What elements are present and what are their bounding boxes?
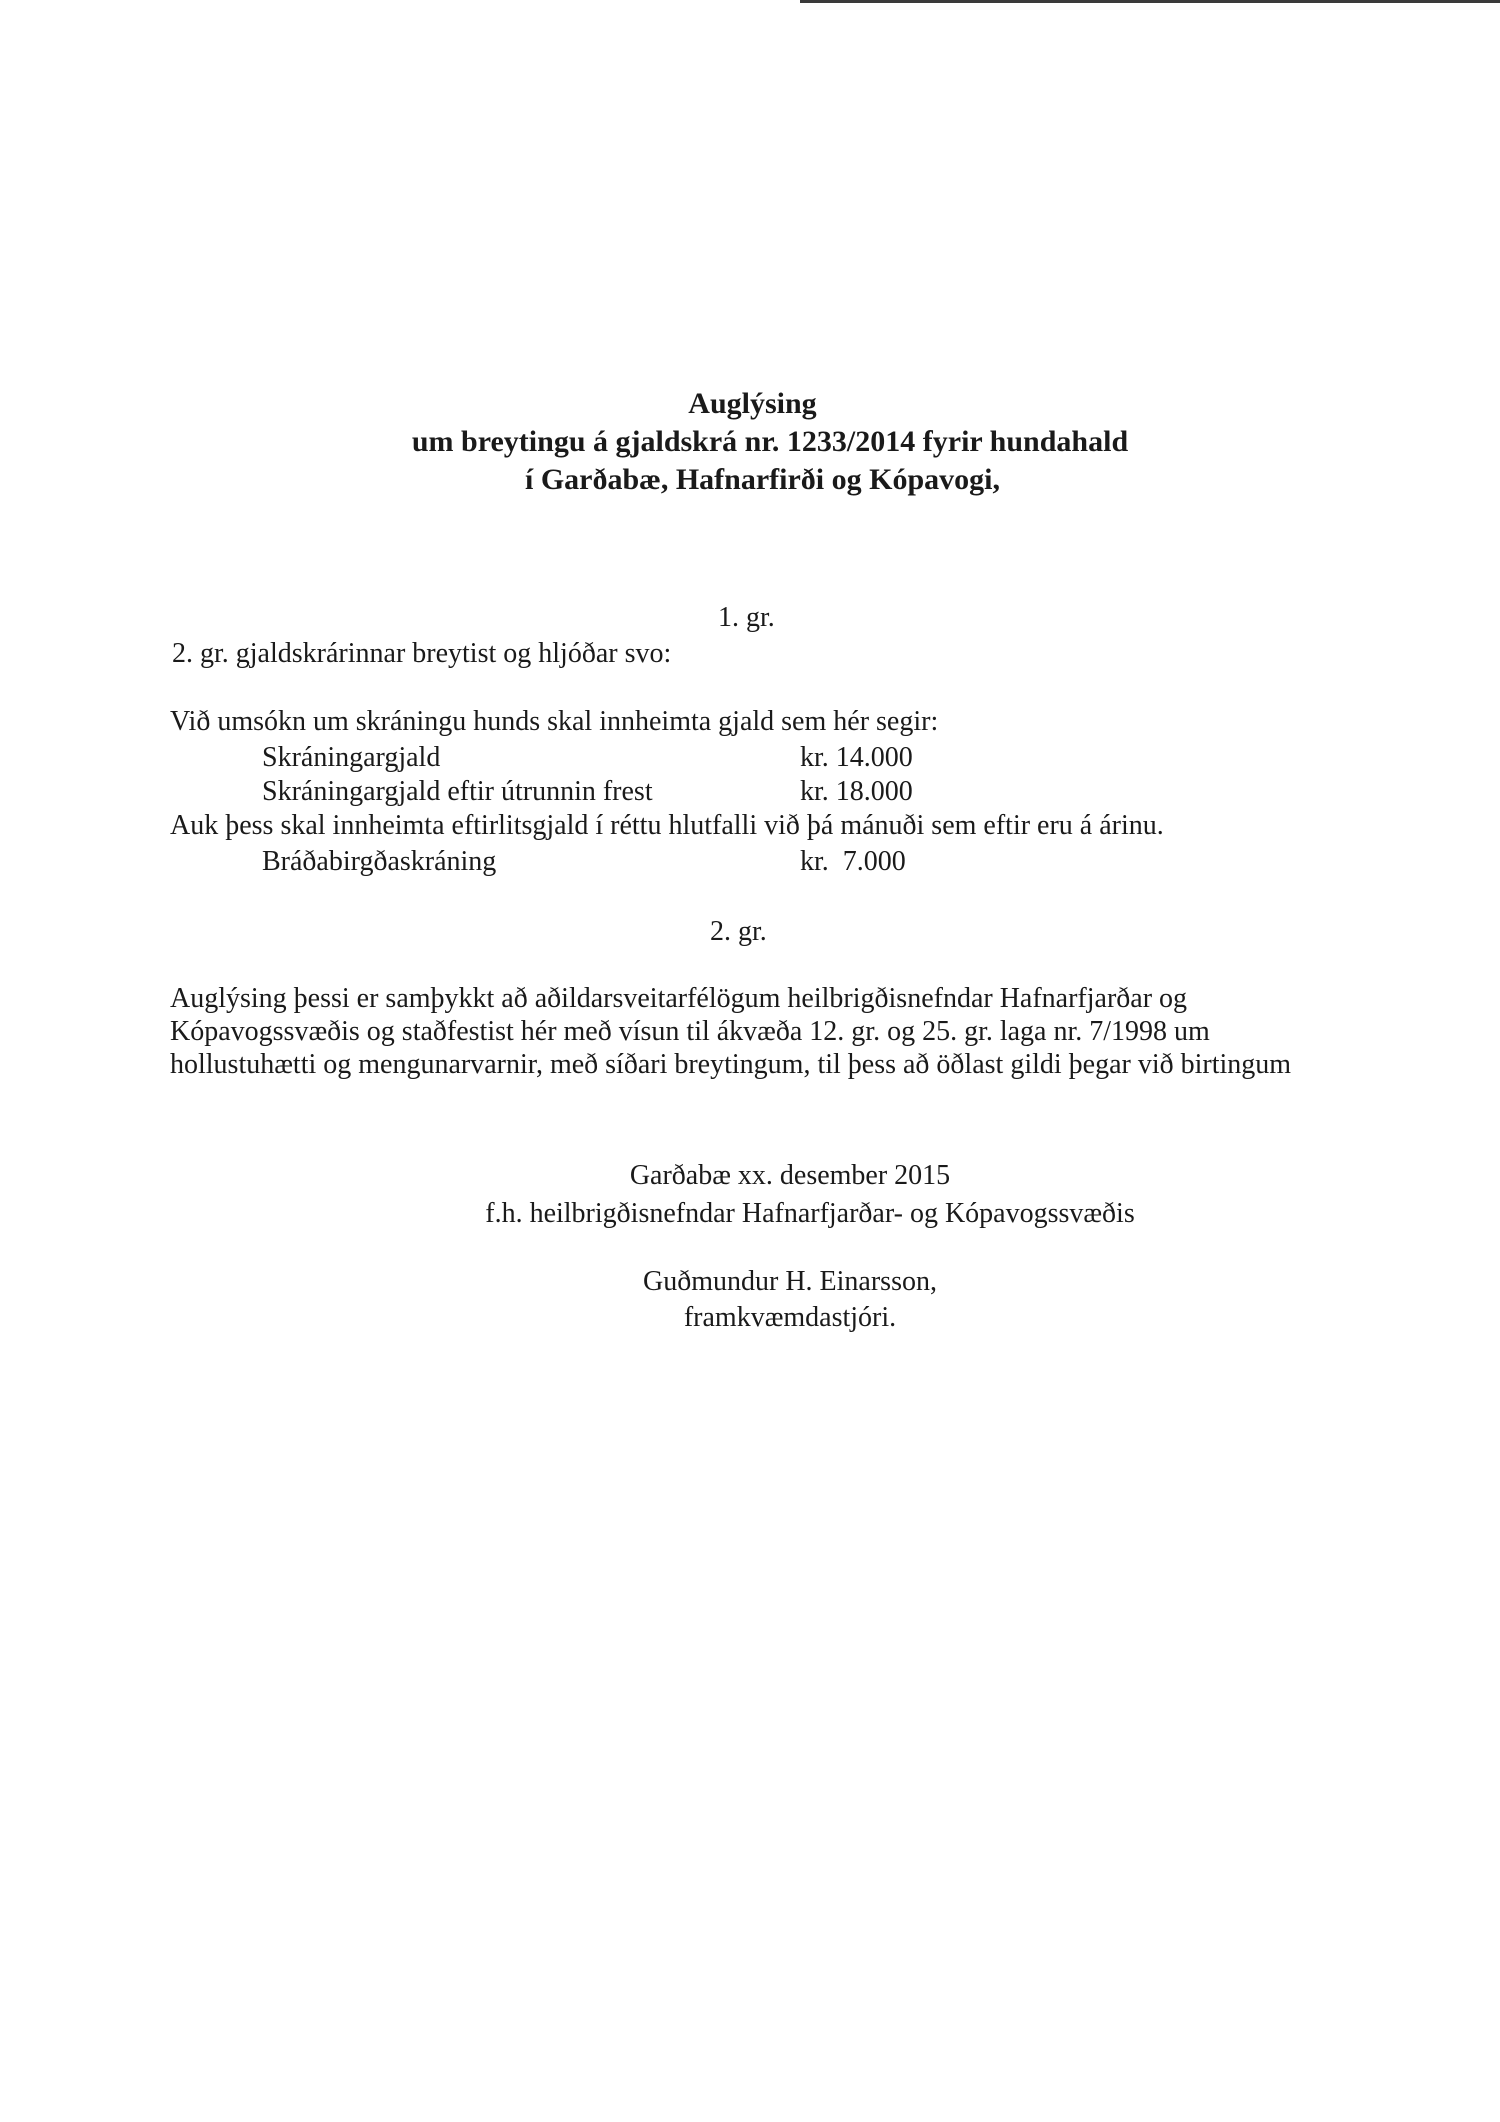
signature-role: framkvæmdastjóri. [683, 1302, 897, 1333]
fee-label: Bráðabirgðaskráning [262, 846, 497, 877]
article-2-heading: 2. gr. [710, 916, 767, 947]
fee-amount: kr. 18.000 [800, 776, 913, 807]
scan-edge-line [800, 0, 1500, 3]
fee-label: Skráningargjald eftir útrunnin frest [262, 776, 653, 807]
fee-amount: kr. 14.000 [800, 742, 913, 773]
title-line-3: í Garðabæ, Hafnarfirði og Kópavogi, [525, 463, 1000, 496]
signature-name: Guðmundur H. Einarsson, [643, 1266, 937, 1297]
title-line-1: Auglýsing [688, 387, 817, 420]
signature-place-date: Garðabæ xx. desember 2015 [629, 1160, 951, 1191]
fee-label: Skráningargjald [262, 742, 441, 773]
document-title [0, 385, 1500, 499]
article-2-paragraph: Auglýsing þessi er samþykkt að aðildarsveitarfélögum heilbrigðisnefndar Hafnarfjarðar og Kópavogssvæðis og staðfestist hér með vísun til ákvæða 12. gr. og 25. gr. laga nr. 7/1998 um hollustuhætti og mengunarvarnir, með síðari breytingum, til þess að öðlast gildi þegar við birtingum [170, 983, 1292, 1080]
article-1-paragraph-2: Auk þess skal innheimta eftirlitsgjald í réttu hlutfalli við þá mánuði sem eftir eru á árinu. [170, 810, 1164, 841]
article-1-paragraph-1: Við umsókn um skráningu hunds skal innheimta gjald sem hér segir: [170, 706, 939, 737]
signature-on-behalf: f.h. heilbrigðisnefndar Hafnarfjarðar- og Kópavogssvæðis [485, 1198, 1135, 1229]
fee-amount: kr. 7.000 [800, 846, 906, 877]
article-1-intro: 2. gr. gjaldskrárinnar breytist og hljóðar svo: [172, 638, 672, 669]
article-1-heading: 1. gr. [718, 602, 775, 633]
title-line-2: um breytingu á gjaldskrá nr. 1233/2014 fyrir hundahald [411, 425, 1129, 458]
